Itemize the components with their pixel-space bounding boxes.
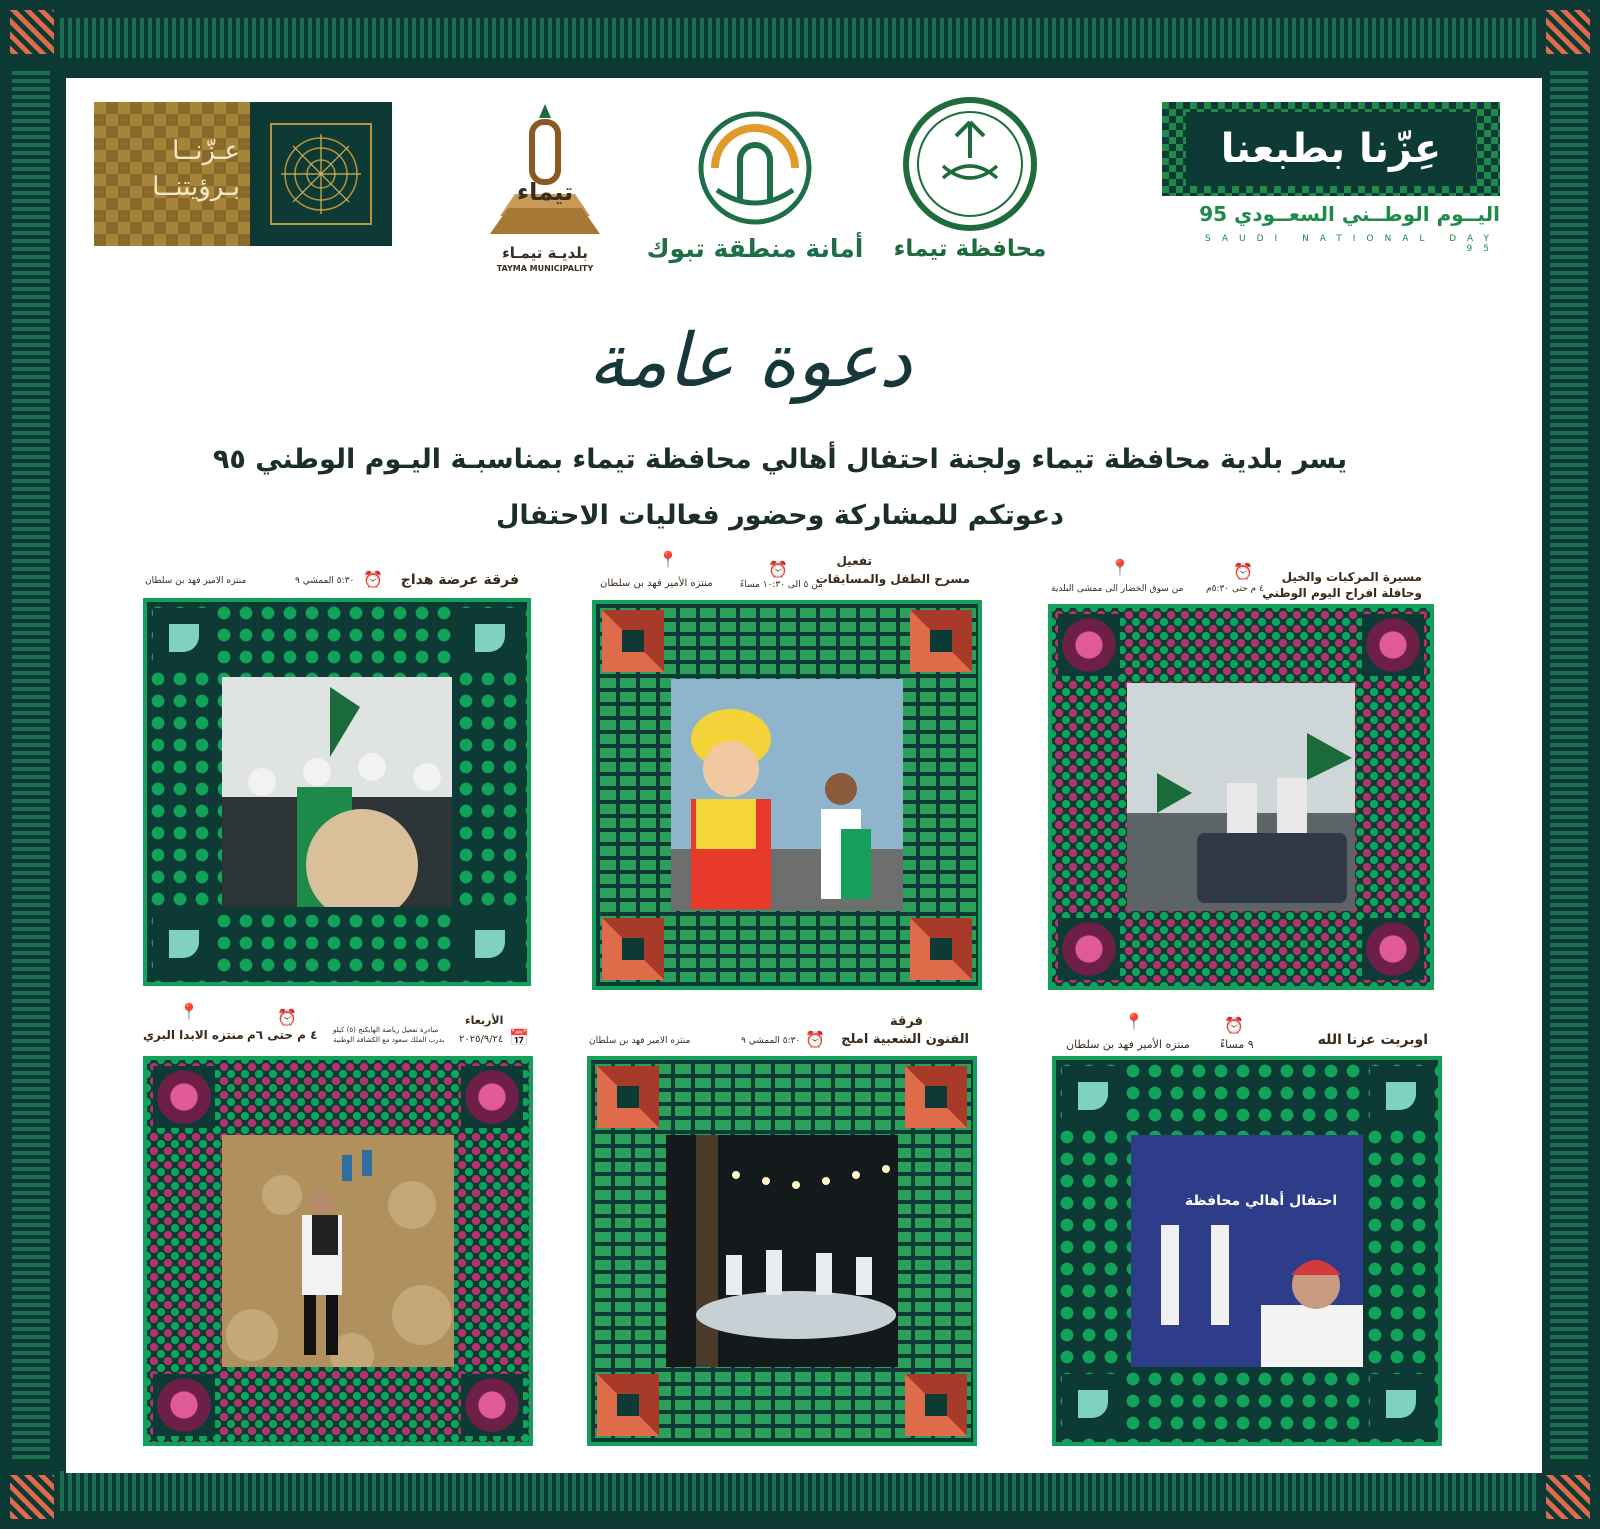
event-title: فرقة عرضة هداج — [400, 572, 519, 588]
event-frame — [587, 1056, 977, 1446]
event-day: الأربعاء — [465, 1014, 504, 1027]
event-frame — [143, 598, 531, 986]
event-date: ٢٠٢٥/٩/٢٤ — [459, 1034, 504, 1045]
event-title: مسيرة المركبات والخيل — [1281, 570, 1422, 584]
location-pin-icon: 📍 — [658, 550, 678, 569]
event-place: منتزه الامير فهد بن سلطان — [145, 576, 247, 586]
location-pin-icon: 📍 — [1110, 558, 1130, 577]
event-photo — [666, 1135, 898, 1367]
alarm-clock-icon: ⏰ — [805, 1030, 825, 1049]
tayma-municipality-ar: بلديـة تيمـاء — [502, 244, 588, 262]
event-desc-line1: مبادرة تفعيل رياضة الهايكنج (٥) كيلو — [333, 1026, 439, 1034]
event-time: ٤ م حتى ٦م — [247, 1028, 318, 1042]
event-title: مسرح الطفل والمسابقات — [815, 572, 970, 586]
border-pattern-top — [60, 18, 1540, 58]
corner-ornament — [10, 10, 54, 54]
event-place: منتزه الامير فهد بن سلطان — [589, 1036, 691, 1046]
event-place: منتزه الأمير فهد بن سلطان — [1066, 1038, 1190, 1051]
alarm-clock-icon: ⏰ — [363, 570, 383, 589]
event-desc-line2: بدرب الملك سعود مع الكشافة الوطنية — [333, 1036, 445, 1044]
event-frame — [1048, 604, 1434, 990]
azna-logo-line1: عـزّنــا — [172, 136, 240, 166]
event-photo — [1127, 683, 1355, 911]
border-pattern-left — [12, 70, 50, 1459]
event-title: اوبريت عزنا الله — [1317, 1032, 1428, 1048]
invitation-text-line2: دعوتكم للمشاركة وحضور فعاليات الاحتفال — [496, 500, 1064, 531]
event-photo — [222, 677, 452, 907]
corner-ornament — [1546, 10, 1590, 54]
event-time: من ٥ الى ١٠:٣٠ مساءً — [740, 580, 823, 590]
corner-ornament — [1546, 1475, 1590, 1519]
event-frame — [143, 1056, 533, 1446]
tayma-governorate-name: محافظة تيماء — [893, 236, 1047, 262]
invitation-title: دعوة عامة — [588, 318, 912, 404]
event-time: ٥:٣٠ الممشي ٩ — [741, 1036, 801, 1046]
tayma-municipality-logo — [470, 96, 620, 276]
alarm-clock-icon: ⏰ — [768, 560, 788, 579]
national-day-subtitle: اليــوم الوطــني السعــودي 95 — [1199, 202, 1500, 226]
tayma-municipality-en: TAYMA MUNICIPALITY — [496, 264, 594, 273]
alarm-clock-icon: ⏰ — [1233, 562, 1253, 581]
azna-logo-line2: بـرؤيتنــا — [152, 172, 240, 202]
event-subtitle: وحافلة افراح اليوم الوطني — [1262, 586, 1422, 600]
national-day-english: SAUDI NATIONAL DAY 95 — [1205, 234, 1500, 254]
alarm-clock-icon: ⏰ — [1224, 1016, 1244, 1035]
event-photo — [1131, 1135, 1363, 1367]
location-pin-icon: 📍 — [1124, 1012, 1144, 1031]
tayma-emblem-icon — [470, 96, 620, 246]
palm-swords-emblem-icon — [895, 96, 1045, 236]
event-card-convoy — [1048, 556, 1434, 992]
event-time: ٥:٣٠ الممشي ٩ — [295, 576, 355, 586]
event-time: ٤ م حتى ٥:٣٠م — [1206, 584, 1264, 594]
event-place: منتزه الابدا البري — [143, 1028, 244, 1042]
tabuk-region-name: أمانة منطقة تبوك — [646, 234, 864, 263]
invitation-text-line1: يسر بلدية محافظة تيماء ولجنة احتفال أهالي محافظة تيماء بمناسبـة اليـوم الوطني ٩٥ — [212, 444, 1348, 475]
event-frame — [1052, 1056, 1442, 1446]
border-pattern-bottom — [60, 1471, 1540, 1511]
event-card-hiking — [143, 1002, 533, 1446]
calendar-icon: 📅 — [509, 1028, 529, 1047]
tayma-emblem-mark: تيماء — [516, 178, 574, 206]
event-title: الفنون الشعبية املج — [841, 1032, 969, 1047]
event-card-kids-theater — [592, 550, 982, 992]
event-frame — [592, 600, 982, 990]
location-pin-icon: 📍 — [179, 1002, 199, 1021]
tabuk-emblem-icon — [645, 110, 865, 230]
event-card-amlaj — [587, 1010, 977, 1446]
alarm-clock-icon: ⏰ — [277, 1008, 297, 1027]
event-place: من سوق الخضار الى ممشى البلدية — [1051, 584, 1184, 594]
tabuk-region-logo — [645, 110, 865, 270]
event-card-operetta — [1052, 1012, 1442, 1446]
saudi-national-day-logo — [1162, 102, 1500, 254]
event-card-hadaj — [143, 566, 531, 986]
rosette-icon — [250, 102, 392, 246]
operetta-screen-text: احتفال أهالي محافظة — [1184, 1193, 1338, 1209]
tayma-governorate-logo — [885, 96, 1055, 271]
azna-vision-logo — [94, 102, 392, 246]
national-day-slogan: عِزّنا بطبعنا — [1186, 112, 1476, 186]
corner-ornament — [10, 1475, 54, 1519]
event-time: ٩ مساءً — [1220, 1038, 1254, 1051]
event-title-top: تفعيل — [836, 554, 872, 568]
event-photo — [222, 1135, 454, 1367]
border-pattern-right — [1550, 70, 1588, 1459]
event-title-top: فرقة — [890, 1014, 923, 1029]
event-photo — [671, 679, 903, 911]
event-place: منتزه الأمير فهد بن سلطان — [600, 578, 713, 589]
